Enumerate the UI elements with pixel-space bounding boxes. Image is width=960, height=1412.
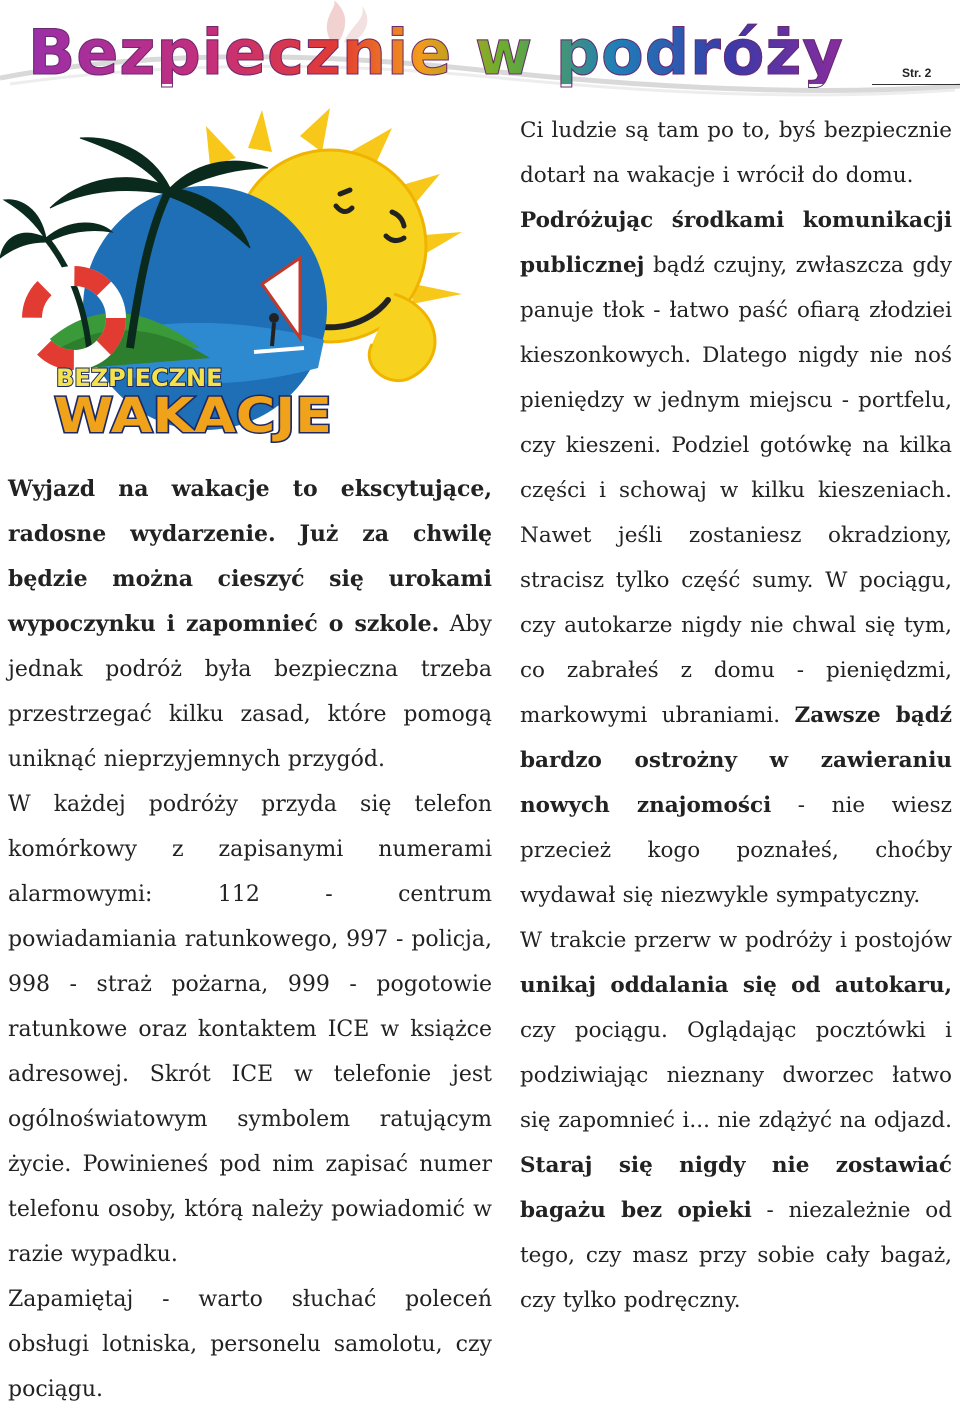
logo-text-bezpieczne: BEZPIECZNE (56, 364, 223, 392)
luggage-bold: Staraj się nigdy nie zostawiać bagażu bez opieki (520, 1153, 952, 1223)
stops-text-b: czy pociągu. Oglądając pocztówki i podziwiając nieznany dworzec łatwo się zapomnieć i... nie zdążyć na odjazd. (520, 1018, 952, 1133)
page-header (0, 0, 960, 110)
staff-purpose-paragraph: Ci ludzie są tam po to, byś bezpiecznie dotarł na wakacje i wrócił do domu. (520, 118, 952, 188)
public-transport-paragraph (520, 198, 952, 918)
masthead-title: Bezpiecznie w podróży (28, 16, 844, 89)
stops-text-a: W trakcie przerw w podróży i postojów (520, 928, 952, 953)
public-transport-bold: Podróżując środkami komunikacji publicznej (520, 208, 952, 278)
intro-paragraph (8, 467, 492, 782)
logo-text-wakacje: WAKACJE (54, 388, 332, 444)
page-number: Str. 2 (902, 66, 932, 80)
luggage-text: - niezależnie od tego, czy masz przy sobie cały bagaż, czy tylko podręczny. (520, 1198, 952, 1313)
bezpieczne-wakacje-logo (0, 108, 500, 448)
stops-paragraph (520, 918, 952, 1323)
new-acquaintances-bold: Zawsze bądź bardzo ostrożny w zawieraniu nowych znajomości (520, 703, 952, 818)
listen-to-staff-paragraph: Zapamiętaj - warto słuchać poleceń obsługi lotniska, personelu samolotu, czy pociągu. (8, 1287, 492, 1402)
stay-near-bus-bold: unikaj oddalania się od autokaru, (520, 973, 952, 998)
intro-text-bold: Wyjazd na wakacje to ekscytujące, radosne wydarzenie. Już za chwilę będzie można cieszyć się urokami wypoczynku i zapomnieć o szkole. (8, 476, 492, 637)
left-column (8, 467, 492, 1412)
new-acquaintances-text: - nie wiesz przecież kogo poznałeś, choćby wydawał się niezwykle sympatyczny. (520, 793, 952, 908)
right-column (520, 108, 952, 1323)
header-rule (872, 84, 960, 85)
emergency-numbers-paragraph: W każdej podróży przyda się telefon komórkowy z zapisanymi numerami alarmowymi: 112 - centrum powiadamiania ratunkowego, 997 - policja, 998 - straż pożarna, 999 - pogotowie ratunkowe oraz kontaktem ICE w książce adresowej. Skrót ICE w telefonie jest ogólnoświatowym symbolem ratującym życie. Powinieneś pod nim zapisać numer telefonu osoby, którą należy powiadomić w razie wypadku. (8, 792, 492, 1267)
public-transport-text: bądź czujny, zwłaszcza gdy panuje tłok - łatwo paść ofiarą złodziei kieszonkowych. Dlatego nigdy nie noś pieniędzy w jednym miejscu - portfelu, czy kieszeni. Podziel gotówkę na kilka części i schowaj w kilku kieszeniach. Nawet jeśli zostaniesz okradziony, stracisz tylko część sumy. W pociągu, czy autokarze nigdy nie chwal się tym, co zabrałeś z domu - pieniędzmi, markowymi ubraniami. (520, 253, 952, 728)
intro-text-regular: Aby jednak podróż była bezpieczna trzeba przestrzegać kilku zasad, które pomogą uniknąć nieprzyjemnych przygód. (8, 612, 492, 772)
